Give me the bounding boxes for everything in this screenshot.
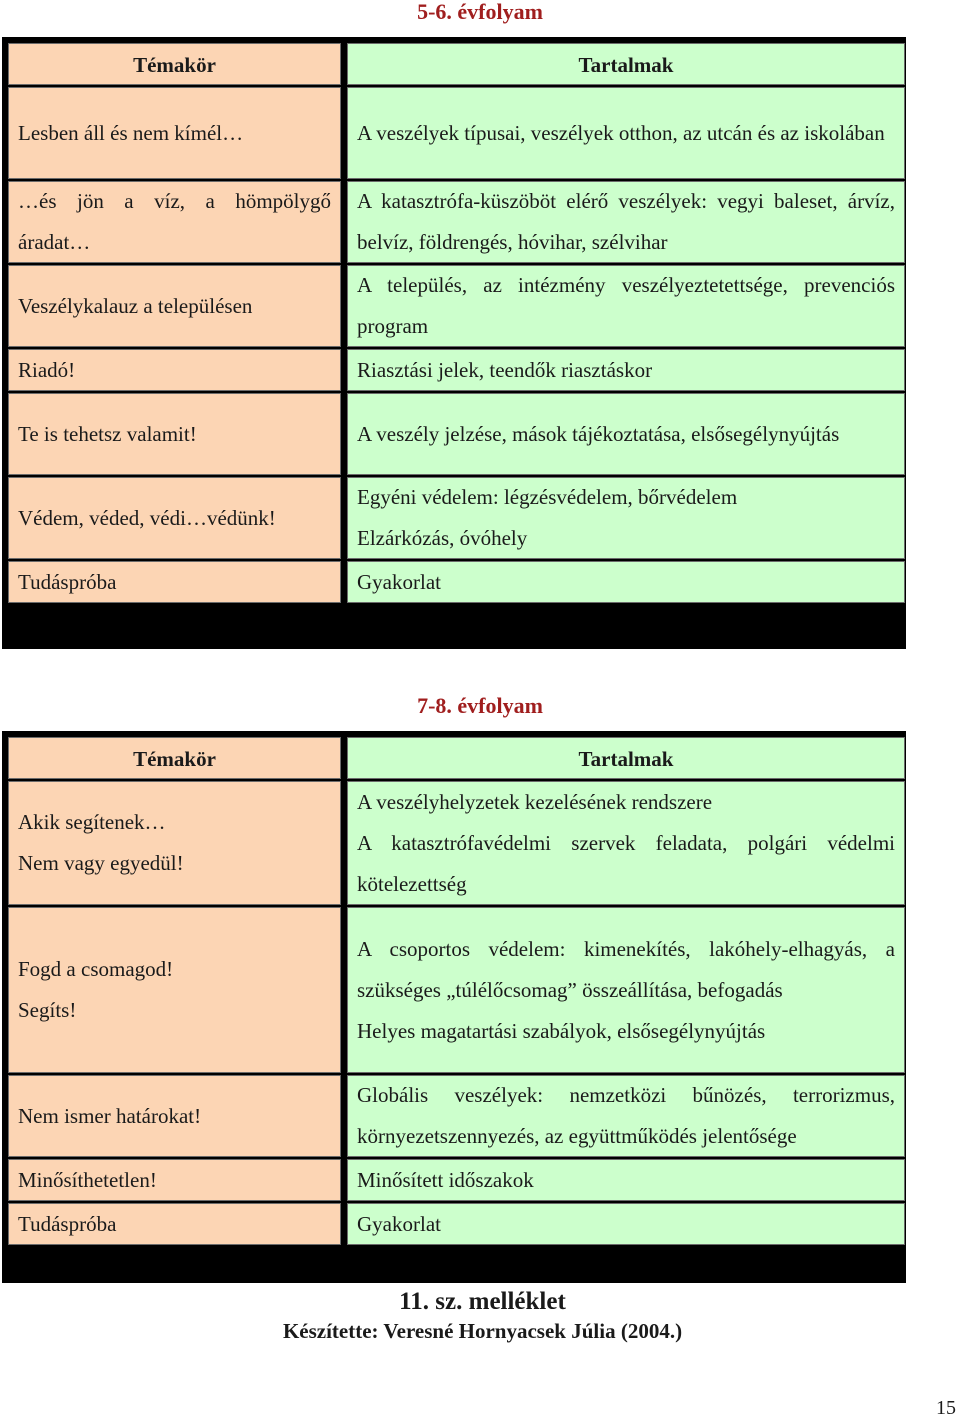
content-text: A veszélyek típusai, veszélyek otthon, az utcán és az iskolában: [357, 120, 885, 145]
topic-text: Nem ismer határokat!: [18, 1103, 202, 1128]
content-text: A katasztrófavédelmi szervek feladata, polgári védelmi kötelezettség: [357, 830, 895, 896]
content-text: Egyéni védelem: légzésvédelem, bőrvédelem: [357, 485, 738, 509]
topic-text: Minősíthetetlen!: [18, 1167, 157, 1192]
header-content: Tartalmak: [347, 43, 905, 85]
topic-cell: [8, 477, 341, 559]
content-cell: [347, 1203, 905, 1245]
topic-text: Tudáspróba: [18, 569, 117, 594]
topic-text: Védem, véded, védi…védünk!: [18, 505, 276, 530]
content-cell: [347, 181, 905, 263]
content-text: Gyakorlat: [357, 569, 441, 594]
content-text: Elzárkózás, óvóhely: [357, 526, 528, 550]
topic-text: Nem vagy egyedül!: [18, 851, 184, 875]
page-number: 15: [936, 1397, 956, 1419]
topic-text: Akik segítenek…: [18, 810, 166, 834]
topic-text: …és jön a víz, a hömpölygő áradat…: [18, 189, 331, 254]
topic-cell: [8, 87, 341, 179]
section-title-5-6: 5-6. évfolyam: [417, 0, 543, 24]
content-cell: [347, 907, 905, 1073]
content-cell: [347, 781, 905, 905]
content-text: A csoportos védelem: kimenekítés, lakóhely-elhagyás, a szükséges „túlélőcsomag” összeállítása, befogadás: [357, 936, 895, 1002]
section-title-7-8: 7-8. évfolyam: [417, 693, 543, 718]
topic-text: Segíts!: [18, 998, 77, 1022]
topic-text: Te is tehetsz valamit!: [18, 421, 197, 446]
topic-cell: [8, 1159, 341, 1201]
topic-cell: [8, 1203, 341, 1245]
content-cell: [347, 1075, 905, 1157]
topic-text: Fogd a csomagod!: [18, 957, 174, 981]
topic-cell: [8, 781, 341, 905]
content-text: Gyakorlat: [357, 1211, 441, 1236]
appendix-title: 11. sz. melléklet: [399, 1288, 566, 1315]
content-text: A katasztrófa-küszöböt elérő veszélyek: vegyi baleset, árvíz, belvíz, földrengés, hóvihar, szélvihar: [357, 189, 895, 254]
header-topic: Témakör: [8, 43, 341, 85]
content-text: A veszély jelzése, mások tájékoztatása, elsősegélynyújtás: [357, 421, 840, 446]
topic-cell: [8, 265, 341, 347]
content-cell: [347, 1159, 905, 1201]
content-cell: [347, 393, 905, 475]
author-line: Készítette: Veresné Hornyacsek Júlia (2004.): [282, 1319, 683, 1343]
topic-text: Veszélykalauz a településen: [18, 293, 253, 318]
topic-cell: [8, 561, 341, 603]
topic-text: Tudáspróba: [18, 1211, 117, 1236]
topic-cell: [8, 349, 341, 391]
content-cell: [347, 265, 905, 347]
content-text: A veszélyhelyzetek kezelésének rendszere: [357, 789, 713, 814]
curriculum-table-5-6: [2, 37, 906, 649]
topic-cell: [8, 393, 341, 475]
header-content: Tartalmak: [347, 737, 905, 779]
topic-cell: [8, 907, 341, 1073]
content-text: A település, az intézmény veszélyeztetettsége, prevenciós program: [357, 273, 895, 338]
topic-text: Riadó!: [18, 357, 76, 382]
topic-cell: [8, 1075, 341, 1157]
content-text: Riasztási jelek, teendők riasztáskor: [357, 357, 653, 382]
content-text: Minősített időszakok: [357, 1167, 534, 1192]
content-text: Globális veszélyek: nemzetközi bűnözés, terrorizmus, környezetszennyezés, az együttműködés jelentősége: [357, 1083, 895, 1148]
content-text: Helyes magatartási szabályok, elsősegélynyújtás: [357, 1018, 766, 1043]
content-cell: [347, 561, 905, 603]
topic-text: Lesben áll és nem kímél…: [18, 120, 244, 145]
header-topic: Témakör: [8, 737, 341, 779]
topic-cell: [8, 181, 341, 263]
content-cell: [347, 477, 905, 559]
content-cell: [347, 349, 905, 391]
curriculum-table-7-8: [2, 731, 906, 1283]
content-cell: [347, 87, 905, 179]
